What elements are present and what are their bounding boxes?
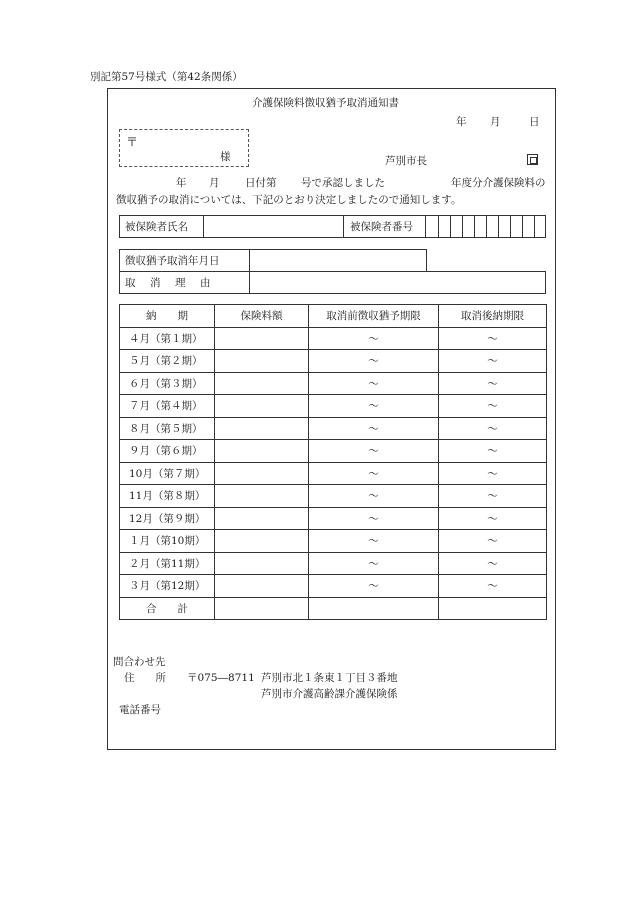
post-deadline-cell: ～: [439, 372, 547, 395]
total-amount-cell: [215, 597, 309, 620]
post-deadline-cell: ～: [439, 575, 547, 598]
period-cell: 10月（第７期）: [120, 462, 215, 485]
issuer-name: 芦別市長: [385, 155, 427, 167]
table-row: [120, 350, 547, 373]
amount-cell: [215, 350, 309, 373]
body-day-ref: 日付第: [245, 177, 277, 189]
pre-deadline-cell: ～: [309, 575, 439, 598]
period-cell: ７月（第４期）: [120, 395, 215, 418]
form-reference: 別記第57号様式（第42条関係）: [90, 71, 243, 83]
body-year: 年: [176, 177, 187, 189]
cancel-date-label: 徴収猶予取消年月日: [125, 255, 220, 267]
period-cell: １月（第10期）: [120, 530, 215, 553]
header-pre-cancel-deadline: 取消前徴収猶予期限: [309, 305, 439, 328]
date-day-label: 日: [529, 116, 540, 128]
post-deadline-cell: ～: [439, 440, 547, 463]
body-approval-number: 号で承認しました: [301, 177, 385, 189]
post-deadline-cell: ～: [439, 417, 547, 440]
contact-address: 芦別市北１条東１丁目３番地: [261, 672, 398, 684]
date-month-label: 月: [490, 116, 501, 128]
contact-department: 芦別市介護高齢課介護保険係: [261, 688, 398, 700]
insured-name-label: 被保険者氏名: [125, 221, 188, 233]
period-cell: ４月（第１期）: [120, 327, 215, 350]
table-row: [120, 417, 547, 440]
pre-deadline-cell: ～: [309, 440, 439, 463]
total-label: 合 計: [120, 597, 215, 620]
period-cell: ２月（第11期）: [120, 552, 215, 575]
post-deadline-cell: ～: [439, 462, 547, 485]
period-cell: ８月（第５期）: [120, 417, 215, 440]
pre-deadline-cell: ～: [309, 462, 439, 485]
post-deadline-cell: ～: [439, 327, 547, 350]
period-cell: 11月（第８期）: [120, 485, 215, 508]
total-post-cell: [439, 597, 547, 620]
period-cell: 12月（第９期）: [120, 507, 215, 530]
period-cell: ５月（第２期）: [120, 350, 215, 373]
pre-deadline-cell: ～: [309, 417, 439, 440]
post-deadline-cell: ～: [439, 350, 547, 373]
table-header-row: [120, 305, 547, 328]
date-year-label: 年: [456, 116, 467, 128]
table-row: [120, 530, 547, 553]
seal-mark: [527, 154, 538, 165]
amount-cell: [215, 372, 309, 395]
body-month: 月: [209, 177, 220, 189]
table-row: [120, 507, 547, 530]
form-title: 介護保険料徴収猶予取消通知書: [252, 97, 399, 109]
amount-cell: [215, 417, 309, 440]
pre-deadline-cell: ～: [309, 372, 439, 395]
pre-deadline-cell: ～: [309, 327, 439, 350]
contact-phone-label: 電話番号: [119, 704, 161, 716]
table-row: [120, 440, 547, 463]
table-row: [120, 575, 547, 598]
table-row: [120, 552, 547, 575]
pre-deadline-cell: ～: [309, 485, 439, 508]
header-due-period: 納 期: [120, 305, 215, 328]
period-cell: ６月（第３期）: [120, 372, 215, 395]
recipient-honorific: 様: [220, 151, 231, 163]
pre-deadline-cell: ～: [309, 350, 439, 373]
contact-postal-code: 〒075―8711: [187, 672, 255, 684]
insured-number-label: 被保険者番号: [350, 221, 413, 233]
table-row: [120, 372, 547, 395]
amount-cell: [215, 552, 309, 575]
table-row: [120, 462, 547, 485]
header-premium-amount: 保険料額: [215, 305, 309, 328]
amount-cell: [215, 507, 309, 530]
pre-deadline-cell: ～: [309, 395, 439, 418]
contact-heading: 問合わせ先: [113, 656, 166, 668]
amount-cell: [215, 395, 309, 418]
amount-cell: [215, 440, 309, 463]
table-row: [120, 485, 547, 508]
amount-cell: [215, 462, 309, 485]
header-post-cancel-deadline: 取消後納期限: [439, 305, 547, 328]
contact-address-label: 住 所: [124, 672, 166, 684]
amount-cell: [215, 530, 309, 553]
table-row: [120, 327, 547, 350]
body-fiscal-year: 年度分介護保険料の: [451, 177, 546, 189]
period-cell: ３月（第12期）: [120, 575, 215, 598]
post-deadline-cell: ～: [439, 530, 547, 553]
reason-label: 取 消 理 由: [125, 277, 213, 289]
pre-deadline-cell: ～: [309, 552, 439, 575]
table-row: [120, 395, 547, 418]
amount-cell: [215, 327, 309, 350]
postal-mark: 〒: [126, 135, 139, 149]
post-deadline-cell: ～: [439, 507, 547, 530]
table-total-row: [120, 597, 547, 620]
post-deadline-cell: ～: [439, 552, 547, 575]
period-cell: ９月（第６期）: [120, 440, 215, 463]
payment-schedule-table: [119, 304, 547, 620]
post-deadline-cell: ～: [439, 395, 547, 418]
pre-deadline-cell: ～: [309, 530, 439, 553]
body-text-line2: 徴収猶予の取消については、下記のとおり決定しましたので通知します。: [116, 194, 462, 206]
total-pre-cell: [309, 597, 439, 620]
pre-deadline-cell: ～: [309, 507, 439, 530]
post-deadline-cell: ～: [439, 485, 547, 508]
amount-cell: [215, 575, 309, 598]
amount-cell: [215, 485, 309, 508]
